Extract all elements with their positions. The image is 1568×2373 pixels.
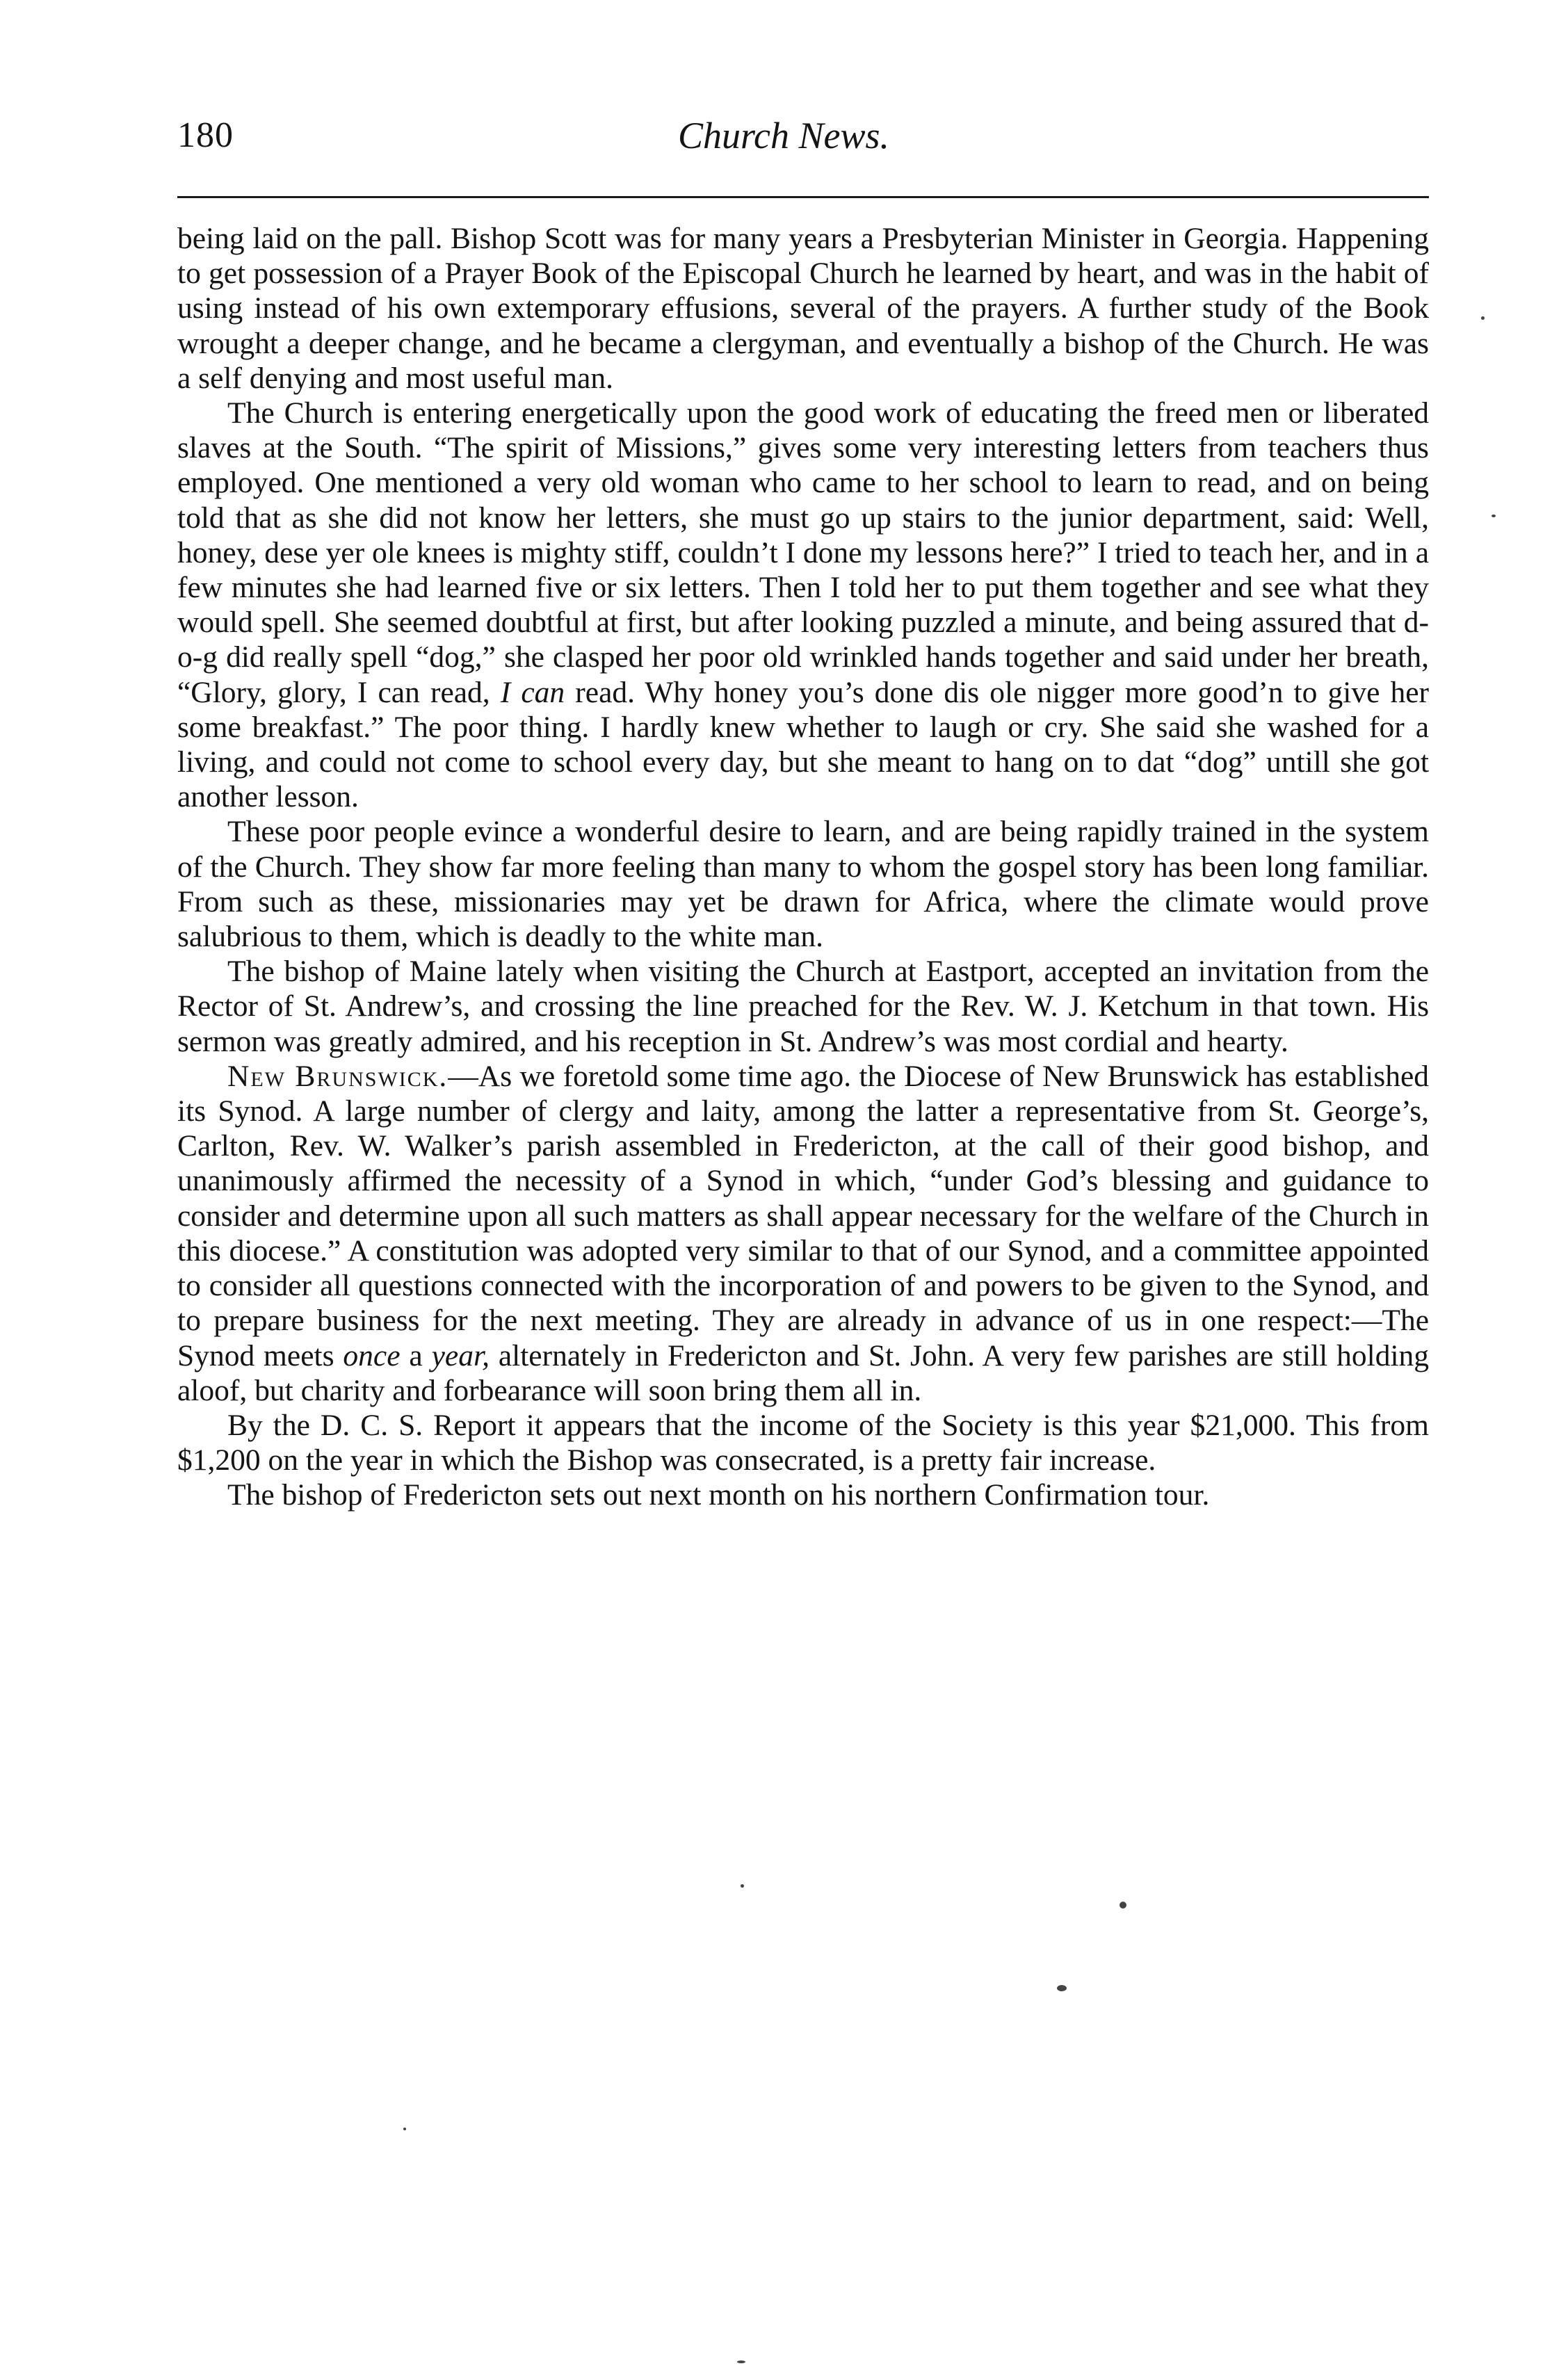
paragraph-text: By the D. C. S. Report it appears that the income of the Society is this year $21,000. This from $1,200 on the year in which the Bishop was consecrated, is a pretty fair increase.	[177, 1408, 1429, 1477]
paragraph-text: The Church is entering energetically upon the good work of educating the freed men or liberated slaves at the South. “The spirit of Missions,” gives some very interesting letters from teachers thus employed. One mentioned a very old woman who came to her school to learn to read, and on being told that as she did not know her letters, she must go up stairs to the junior department, said: Well, honey, dese yer ole knees is mighty stiff, couldn’t I done my lessons here?” I tried to teach her, and in a few minutes she had learned five or six letters. Then I told her to put them together and see what they would spell. She seemed doubtful at first, but after looking puzzled a minute, and being assured that d-o-g did really spell “dog,” she clasped her poor old wrinkled hands together and said under her breath, “Glory, glory, I can read,	[177, 396, 1429, 709]
page-header	[177, 115, 1429, 170]
paragraph-text: —As we foretold some time ago. the Diocese of New Brunswick has established its Synod. A large number of clergy and laity, among the latter a representative from St. George’s, Carlton, Rev. W. Walker’s parish assembled in Fredericton, at the call of their good bishop, and unanimously affirmed the necessity of a Synod in which, “under God’s blessing and guidance to consider and determine upon all such matters as shall appear necessary for the welfare of the Church in this diocese.” A constitution was adopted very similar to that of our Synod, and a committee appointed to consider all questions connected with the incorporation of and powers to be given to the Synod, and to prepare business for the next meeting. They are already in advance of us in one respect:—The Synod meets	[177, 1059, 1429, 1372]
running-title: Church News.	[678, 115, 890, 156]
paragraph	[177, 221, 1429, 396]
emphasis-text: year,	[431, 1338, 490, 1372]
paragraph-text: The bishop of Maine lately when visiting the Church at Eastport, accepted an invitation from the Rector of St. Andrew’s, and crossing the line preached for the Rev. W. J. Ketchum in that town. His sermon was greatly admired, and his reception in St. Andrew’s was most cordial and hearty.	[177, 955, 1429, 1058]
section-lead: New Brunswick.	[227, 1059, 448, 1093]
ink-speck	[1492, 515, 1496, 517]
emphasis-text: once	[343, 1338, 401, 1372]
ink-speck	[741, 1884, 744, 1888]
ink-speck	[1057, 1985, 1067, 1991]
emphasis-text: I can	[500, 675, 565, 709]
paragraph	[177, 954, 1429, 1059]
ink-speck	[403, 2128, 406, 2130]
paragraph-text: read. Why honey you’s done dis ole nigger more good’n to give her some breakfast.” The poor thing. I hardly knew whether to laugh or cry. She said she washed for a living, and could not come to school every day, but she meant to hang on to dat “dog” untill she got another lesson.	[177, 675, 1430, 814]
paragraph	[177, 1477, 1429, 1512]
article-body	[177, 221, 1429, 1513]
header-rule	[177, 196, 1429, 198]
paragraph	[177, 814, 1429, 954]
paragraph	[177, 1059, 1429, 1408]
page-number: 180	[177, 115, 234, 155]
paragraph-text: alternately in Fredericton and St. John. A very few parishes are still holding aloof, but charity and forbearance will soon bring them all in.	[177, 1338, 1430, 1407]
paragraph-text: The bishop of Fredericton sets out next month on his northern Confirmation tour.	[227, 1478, 1210, 1512]
ink-speck	[1120, 1902, 1126, 1909]
paragraph	[177, 396, 1429, 814]
ink-speck	[737, 2360, 745, 2363]
paragraph-text: being laid on the pall. Bishop Scott was for many years a Presbyterian Minister in Georgia. Happening to get possession of a Prayer Book of the Episcopal Church he learned by heart, and was in the habit of using instead of his own extemporary effusions, several of the prayers. A further study of the Book wrought a deeper change, and he became a clergyman, and eventually a bishop of the Church. He was a self denying and most useful man.	[177, 222, 1429, 395]
paragraph	[177, 1408, 1429, 1477]
paragraph-text: These poor people evince a wonderful desire to learn, and are being rapidly trained in the system of the Church. They show far more feeling than many to whom the gospel story has been long familiar. From such as these, missionaries may yet be drawn for Africa, where the climate would prove salubrious to them, which is deadly to the white man.	[177, 815, 1429, 954]
ink-speck	[1481, 316, 1485, 320]
paragraph-text: a	[409, 1338, 423, 1372]
